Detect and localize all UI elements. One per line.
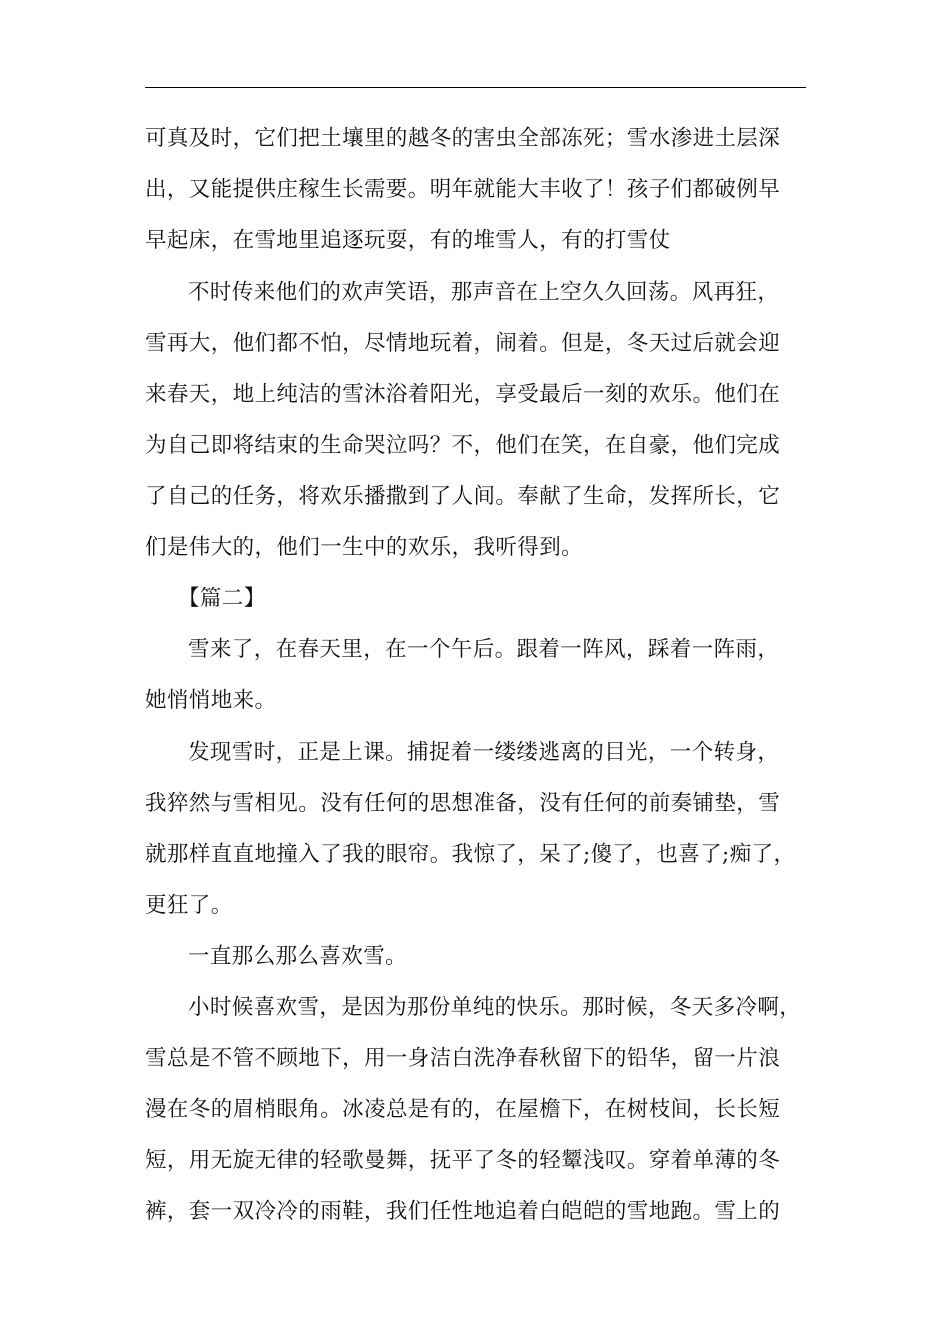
paragraph-first-line: 雪来了，在春天里，在一个午后。跟着一阵风，踩着一阵雨， <box>188 637 780 662</box>
paragraph-first-line: 发现雪时，正是上课。捕捉着一缕缕逃离的目光，一个转身， <box>188 740 780 765</box>
text-line: 短，用无旋无律的轻歌曼舞，抚平了冬的轻颦浅叹。穿着单薄的冬 <box>145 1148 781 1173</box>
text-line: 早起床，在雪地里追逐玩耍，有的堆雪人，有的打雪仗 <box>145 228 671 253</box>
text-line: 可真及时，它们把土壤里的越冬的害虫全部冻死；雪水渗进土层深 <box>145 126 781 151</box>
text-line: 就那样直直地撞入了我的眼帘。我惊了，呆了;傻了，也喜了;痴了， <box>145 842 796 867</box>
text-line: 我猝然与雪相见。没有任何的思想准备，没有任何的前奏铺垫，雪 <box>145 791 781 816</box>
text-line: 来春天，地上纯洁的雪沐浴着阳光，享受最后一刻的欢乐。他们在 <box>145 382 781 407</box>
text-line: 漫在冬的眉梢眼角。冰凌总是有的，在屋檐下，在树枝间，长长短 <box>145 1097 781 1122</box>
paragraph-first-line: 小时候喜欢雪，是因为那份单纯的快乐。那时候，冬天多冷啊， <box>188 995 802 1020</box>
text-line: 们是伟大的，他们一生中的欢乐，我听得到。 <box>145 535 584 560</box>
paragraph-first-line: 不时传来他们的欢声笑语，那声音在上空久久回荡。风再狂， <box>188 280 780 305</box>
paragraph-first-line: 一直那么那么喜欢雪。 <box>188 944 408 969</box>
header-rule <box>145 87 806 88</box>
text-line: 更狂了。 <box>145 893 233 918</box>
text-line: 雪再大，他们都不怕，尽情地玩着，闹着。但是，冬天过后就会迎 <box>145 331 781 356</box>
text-line: 她悄悄地来。 <box>145 688 277 713</box>
text-line: 出，又能提供庄稼生长需要。明年就能大丰收了！孩子们都破例早 <box>145 177 781 202</box>
text-line: 裤，套一双冷冷的雨鞋，我们任性地追着白皑皑的雪地跑。雪上的 <box>145 1199 781 1224</box>
text-line: 雪总是不管不顾地下，用一身洁白洗净春秋留下的铅华，留一片浪 <box>145 1046 781 1071</box>
text-line: 为自己即将结束的生命哭泣吗？不，他们在笑，在自豪，他们完成 <box>145 433 781 458</box>
section-heading: 【篇二】 <box>178 586 266 611</box>
text-line: 了自己的任务，将欢乐播撒到了人间。奉献了生命，发挥所长，它 <box>145 484 781 509</box>
